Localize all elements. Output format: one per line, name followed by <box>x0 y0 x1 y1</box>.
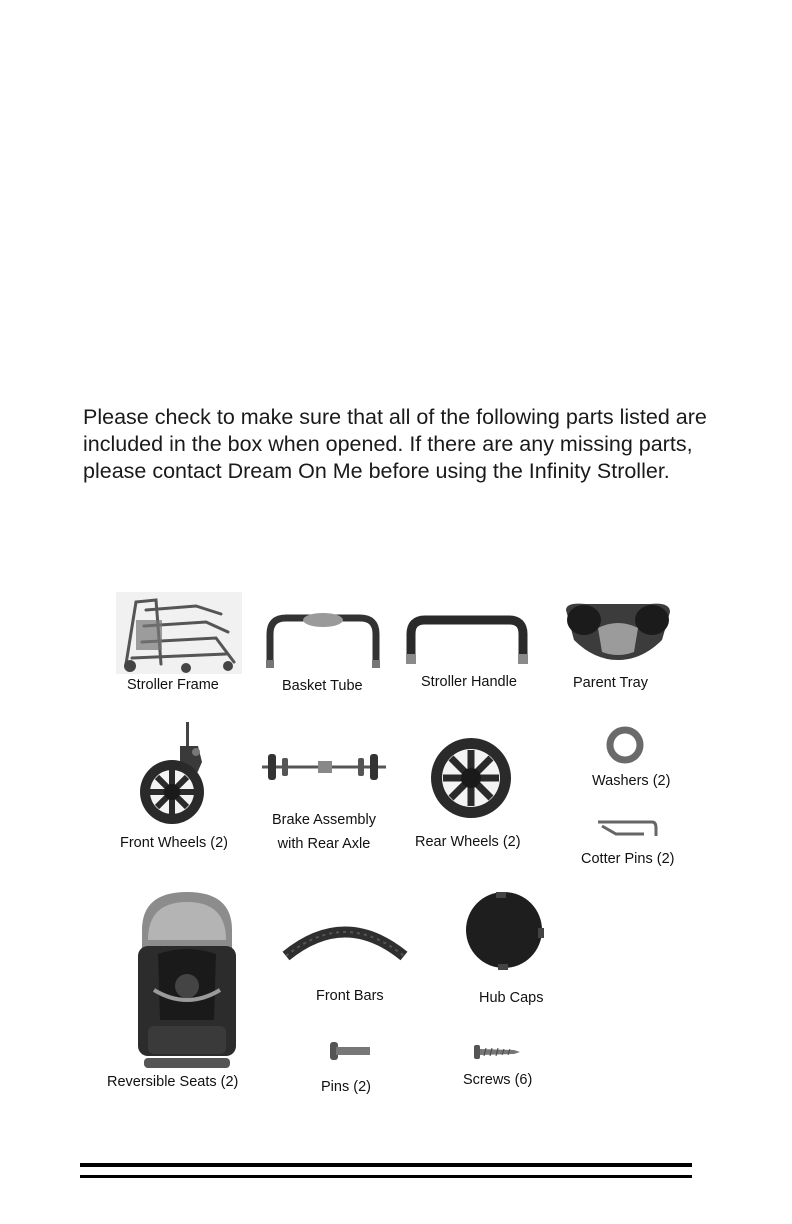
front-bars-label: Front Bars <box>316 988 384 1004</box>
cotter-pins-image <box>596 818 658 840</box>
brake-assembly-label <box>256 808 392 856</box>
screws-label: Screws (6) <box>463 1072 533 1088</box>
footer-rule-thin <box>80 1175 692 1178</box>
screws-image <box>474 1043 520 1061</box>
basket-tube-image <box>264 612 382 670</box>
intro-line-1: Please check to make sure that all of the following parts listed are <box>83 405 707 429</box>
basket-tube-label: Basket Tube <box>282 678 363 694</box>
brake-assembly-label-line-2: with Rear Axle <box>277 836 371 852</box>
reversible-seats-image <box>134 890 240 1070</box>
intro-line-3: please contact Dream On Me before using the Infinity Stroller. <box>83 459 670 483</box>
rear-wheels-label: Rear Wheels (2) <box>415 834 521 850</box>
parent-tray-label: Parent Tray <box>573 675 648 691</box>
front-wheels-image <box>136 722 216 828</box>
hub-caps-image <box>462 890 548 972</box>
washers-label: Washers (2) <box>592 773 671 789</box>
stroller-frame-image <box>116 592 242 674</box>
footer-rule-thick <box>80 1163 692 1167</box>
washers-image <box>606 726 644 764</box>
pins-label: Pins (2) <box>321 1079 371 1095</box>
reversible-seats-label: Reversible Seats (2) <box>107 1074 239 1090</box>
front-wheels-label: Front Wheels (2) <box>120 835 228 851</box>
stroller-handle-image <box>405 614 529 666</box>
pins-image <box>330 1040 372 1062</box>
hub-caps-label: Hub Caps <box>479 990 544 1006</box>
intro-line-2: included in the box when opened. If there are any missing parts, <box>83 432 693 456</box>
stroller-frame-label: Stroller Frame <box>127 677 219 693</box>
brake-assembly-label-line-1: Brake Assembly <box>272 812 376 828</box>
rear-wheels-image <box>430 737 512 819</box>
cotter-pins-label: Cotter Pins (2) <box>581 851 675 867</box>
brake-assembly-image <box>262 750 386 784</box>
parent-tray-image <box>562 600 674 662</box>
front-bars-image <box>280 916 410 962</box>
intro-paragraph <box>83 404 743 485</box>
stroller-handle-label: Stroller Handle <box>421 674 517 690</box>
